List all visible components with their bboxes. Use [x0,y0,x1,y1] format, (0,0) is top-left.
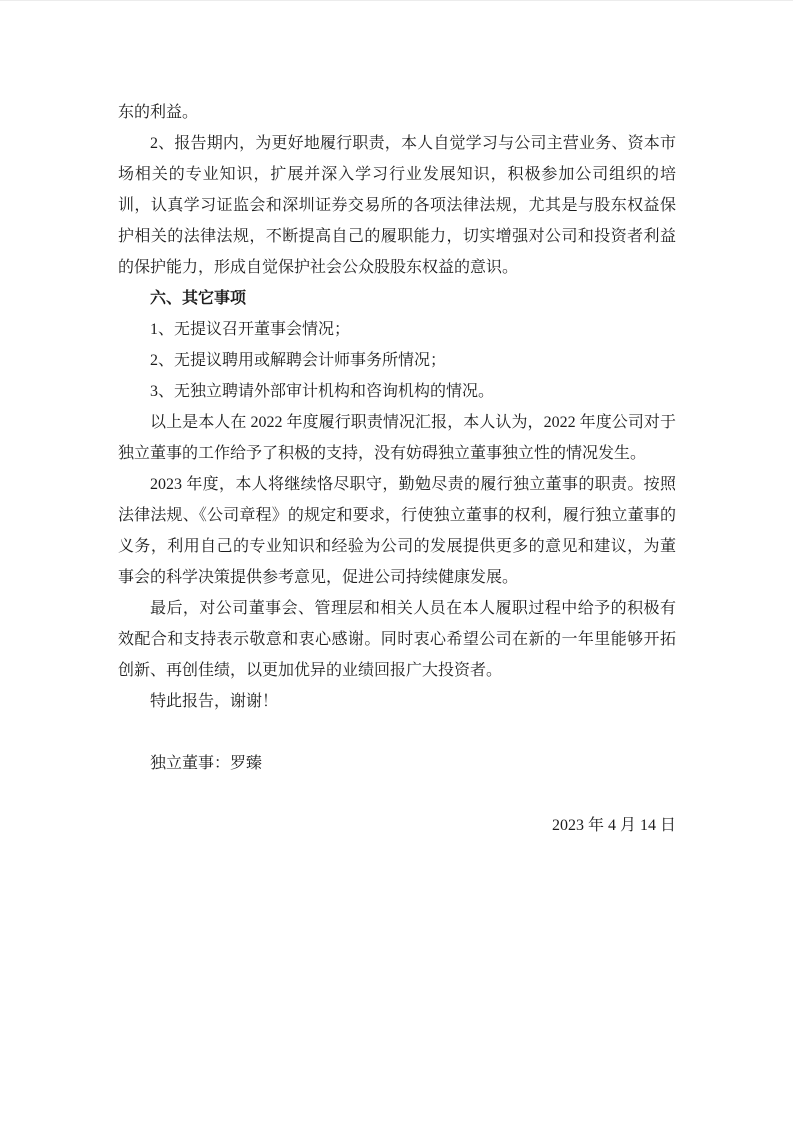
section-heading-other-matters: 六、其它事项 [150,290,247,307]
report-date: 2023 年 4 月 14 日 [551,817,676,834]
paragraph-outlook: 2023 年度，本人将继续恪尽职守，勤勉尽责的履行独立董事的职责。按照法律法规、《公司章程》的规定和要求，行使独立董事的权利，履行独立董事的义务，利用自己的专业知识和经验为公司的发展提供更多的意见和建议，为董事会的科学决策提供参考意见，促进公司持续健康发展。 [118,476,676,586]
paragraph-closing: 特此报告，谢谢！ [150,693,279,710]
paragraph-thanks: 最后，对公司董事会、管理层和相关人员在本人履职过程中给予的积极有效配合和支持表示敬意和衷心感谢。同时衷心希望公司在新的一年里能够开拓创新、再创佳绩，以更加优异的业绩回报广大投资者。 [118,600,676,679]
list-item-no-accountant-change: 2、无提议聘用或解聘会计师事务所情况； [150,352,447,369]
list-item-no-external-audit: 3、无独立聘请外部审计机构和咨询机构的情况。 [150,383,495,400]
continuation-text: 东的利益。 [118,104,199,121]
list-item-no-board-meeting: 1、无提议召开董事会情况； [150,321,351,338]
signature-independent-director: 独立董事：罗臻 [150,755,263,772]
paragraph-learning: 2、报告期内，为更好地履行职责，本人自觉学习与公司主营业务、资本市场相关的专业知识，扩展并深入学习行业发展知识，积极参加公司组织的培训，认真学习证监会和深圳证券交易所的各项法律法规，尤其是与股东权益保护相关的法律法规，不断提高自己的履职能力，切实增强对公司和投资者利益的保护能力，形成自觉保护社会公众股股东权益的意识。 [118,135,676,276]
paragraph-summary: 以上是本人在 2022 年度履行职责情况汇报，本人认为，2022 年度公司对于独立董事的工作给予了积极的支持，没有妨碍独立董事独立性的情况发生。 [118,414,676,462]
